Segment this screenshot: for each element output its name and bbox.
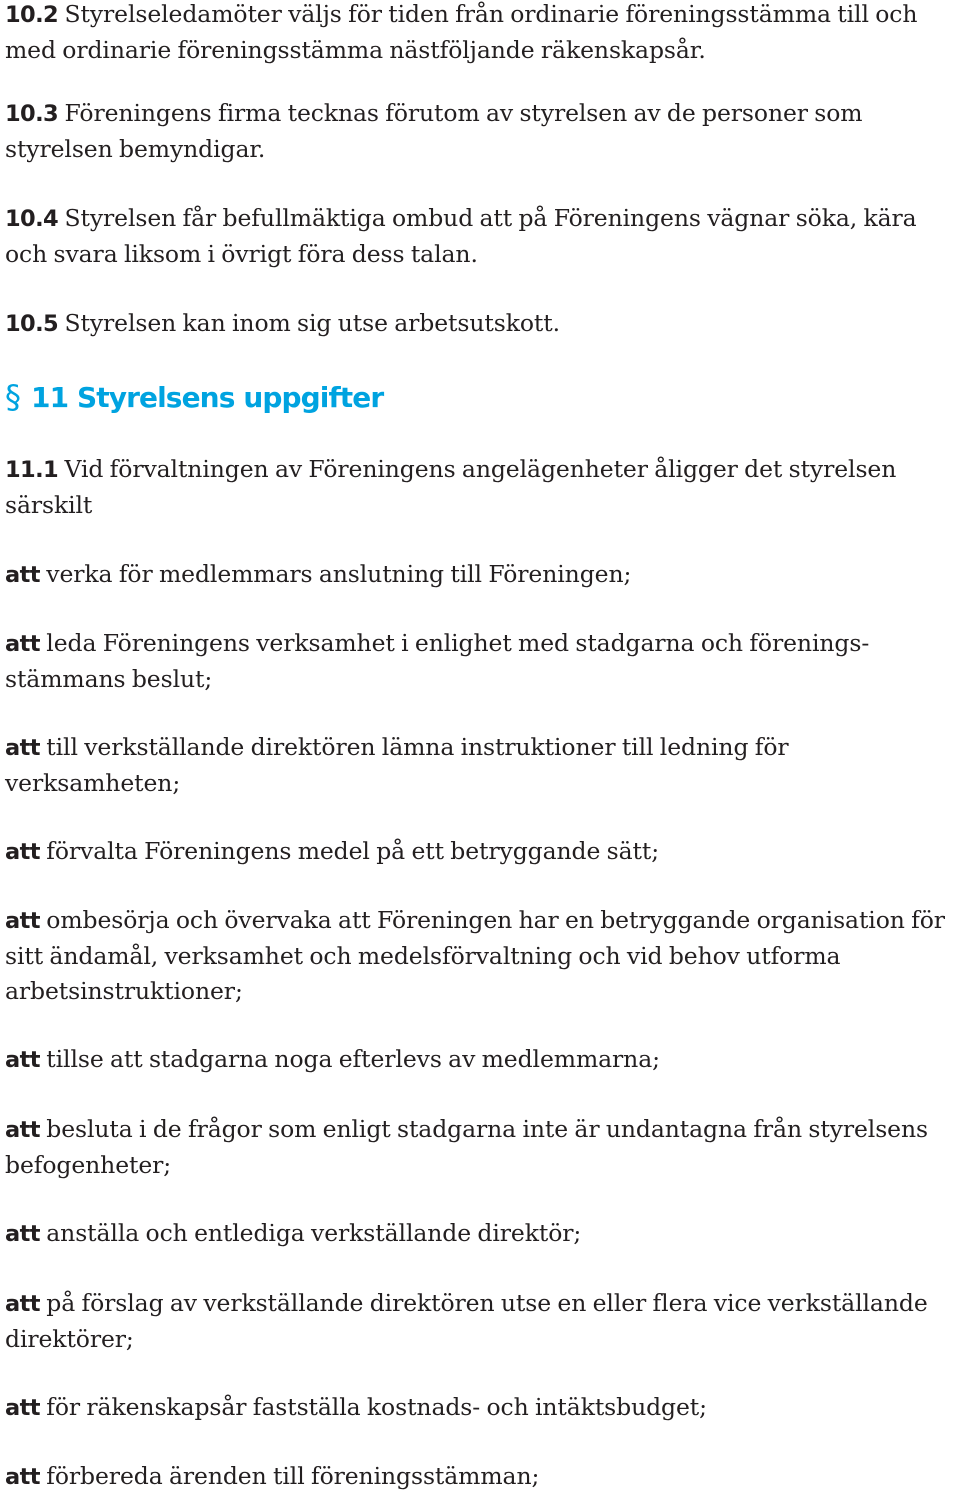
duty-item (5, 1112, 955, 1183)
duty-item (5, 903, 955, 1009)
duty-text: verka för medlemmars anslutning till Föreningen; (39, 560, 632, 588)
paragraph-10-3 (5, 96, 955, 167)
duty-text: leda Föreningens verksamhet i enlighet med stadgarna och förenings- stämmans beslut; (5, 629, 870, 693)
duty-item (5, 730, 955, 801)
paragraph-10-4 (5, 201, 955, 272)
duty-item (5, 557, 955, 593)
paragraph-number: 10.2 (5, 2, 59, 28)
paragraph-text: Styrelsen kan inom sig utse arbetsutskott. (58, 309, 560, 337)
duty-keyword: att (5, 562, 40, 588)
duty-item (5, 1042, 955, 1078)
paragraph-number: 11.1 (5, 457, 59, 483)
paragraph-number: 10.3 (5, 101, 59, 127)
paragraph-number: 10.4 (5, 206, 59, 232)
duty-text: för räkenskapsår fastställa kostnads- och intäktsbudget; (39, 1393, 707, 1421)
duty-item (5, 626, 955, 697)
duty-item (5, 1286, 955, 1357)
duty-keyword: att (5, 1291, 40, 1317)
paragraph-text: Föreningens firma tecknas förutom av styrelsen av de personer som styrelsen bemyndigar. (5, 99, 863, 163)
duty-keyword: att (5, 1221, 40, 1247)
duty-text: på förslag av verkställande direktören utse en eller flera vice verkställande direktörer; (5, 1289, 928, 1353)
paragraph-text: Vid förvaltningen av Föreningens angelägenheter åligger det styrelsen särskilt (5, 455, 897, 519)
duty-item (5, 834, 955, 870)
paragraph-text: Styrelsen får befullmäktiga ombud att på Föreningens vägnar söka, kära och svara liksom i övrigt föra dess talan. (5, 204, 917, 268)
paragraph-number: 10.5 (5, 311, 59, 337)
duty-keyword: att (5, 1395, 40, 1421)
duty-text: anställa och entlediga verkställande direktör; (39, 1219, 582, 1247)
section-sign-icon: § (5, 378, 21, 416)
duty-item (5, 1459, 955, 1495)
section-heading (5, 375, 383, 419)
duty-text: tillse att stadgarna noga efterlevs av medlemmarna; (39, 1045, 660, 1073)
duty-item (5, 1216, 955, 1252)
duty-keyword: att (5, 631, 40, 657)
paragraph-10-5 (5, 306, 955, 342)
duty-keyword: att (5, 735, 40, 761)
duty-keyword: att (5, 1464, 40, 1490)
duty-keyword: att (5, 1117, 40, 1143)
duty-keyword: att (5, 1047, 40, 1073)
paragraph-text: Styrelseledamöter väljs för tiden från ordinarie föreningsstämma till och med ordinarie föreningsstämma nästföljande räkenskapsår. (5, 0, 918, 64)
section-heading-text: 11 Styrelsens uppgifter (31, 380, 384, 414)
paragraph-10-2 (5, 0, 955, 68)
duty-keyword: att (5, 839, 40, 865)
duty-text: besluta i de frågor som enligt stadgarna inte är undantagna från styrelsens befogenheter; (5, 1115, 928, 1179)
paragraph-11-1 (5, 452, 955, 523)
duty-item (5, 1390, 955, 1426)
duty-text: förbereda ärenden till föreningsstämman; (39, 1462, 540, 1490)
duty-keyword: att (5, 908, 40, 934)
duty-text: förvalta Föreningens medel på ett betryggande sätt; (39, 837, 660, 865)
duty-text: ombesörja och övervaka att Föreningen har en betryggande organisation för sitt ändamål, verksamhet och medelsförvaltning och vid behov utforma arbetsinstruktioner; (5, 906, 945, 1005)
duty-text: till verkställande direktören lämna instruktioner till ledning för verksamheten; (5, 733, 789, 797)
